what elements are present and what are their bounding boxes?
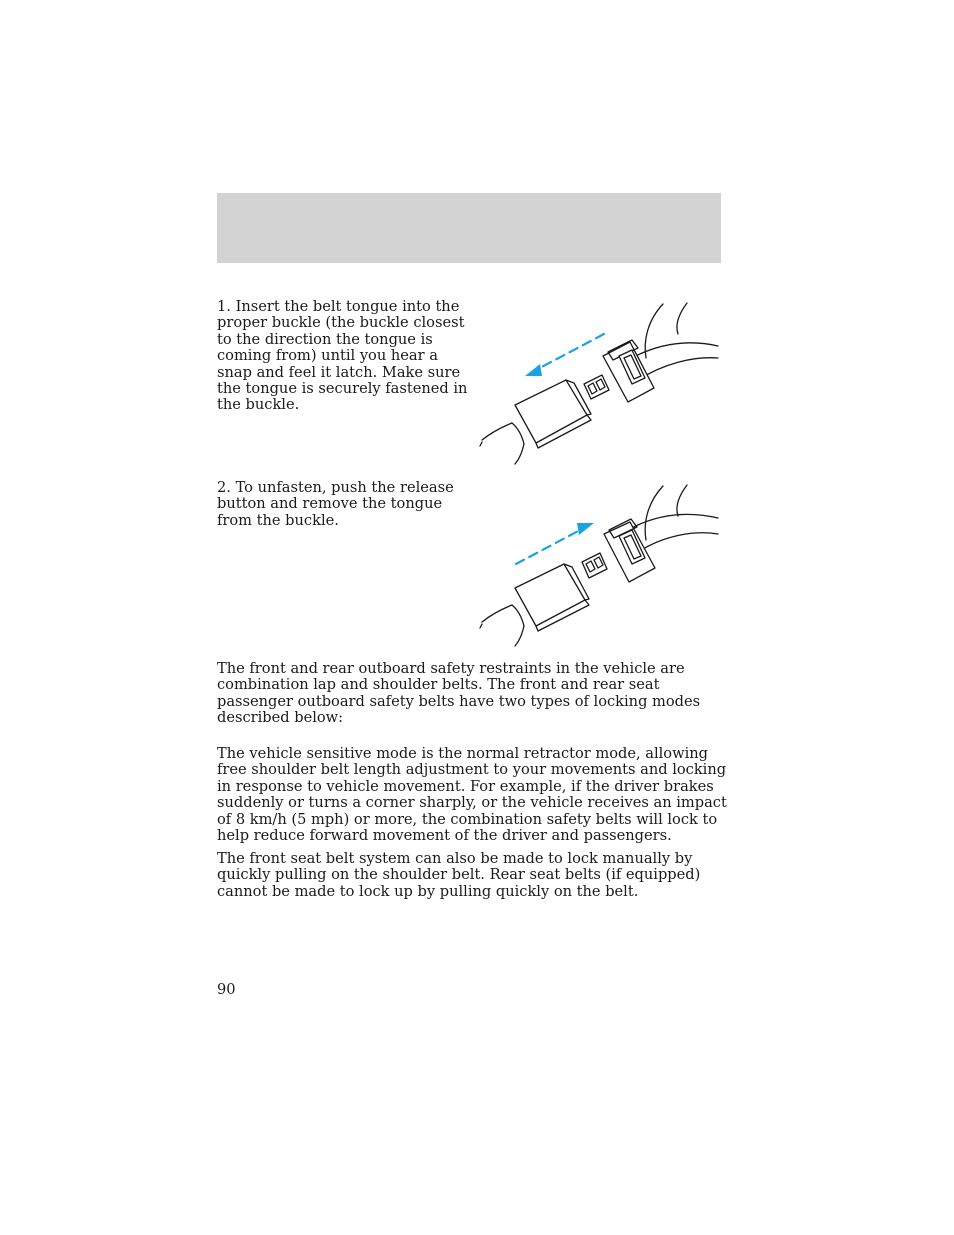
vehicle-sensitive-mode-text: The vehicle sensitive mode is the normal retractor mode, allowing free shoulder belt length adjustment to your movements and locking in response to vehicle movement. For example, if the driver brakes suddenly or turns a corner sharply, or the vehicle receives an impact of 8 km/h (5 mph) or more, the combination safety belts will lock to help reduce forward movement of the driver and passengers. bbox=[217, 745, 727, 845]
arrow-right-icon bbox=[577, 523, 594, 535]
step-1-text: 1. Insert the belt tongue into the proper buckle (the buckle closest to the direction the tongue is coming from) until you hear a snap and feel it latch. Make sure the tongue is securely fastened in the buckle. bbox=[217, 298, 468, 414]
manual-lock-text: The front seat belt system can also be made to lock manually by quickly pulling on the shoulder belt. Rear seat belts (if equipped) cannot be made to lock up by pulling quickly on the belt. bbox=[217, 850, 701, 900]
arrow-left-icon bbox=[525, 364, 542, 376]
locking-modes-intro: The front and rear outboard safety restraints in the vehicle are combination lap and shoulder belts. The front and rear seat passenger outboard safety belts have two types of locking modes described below: bbox=[217, 660, 701, 727]
page-number: 90 bbox=[217, 981, 236, 998]
unfasten-belt-illustration bbox=[478, 482, 723, 652]
fasten-belt-illustration bbox=[478, 300, 723, 470]
section-header-band bbox=[217, 193, 721, 263]
step-2-text: 2. To unfasten, push the release button and remove the tongue from the buckle. bbox=[217, 479, 454, 529]
